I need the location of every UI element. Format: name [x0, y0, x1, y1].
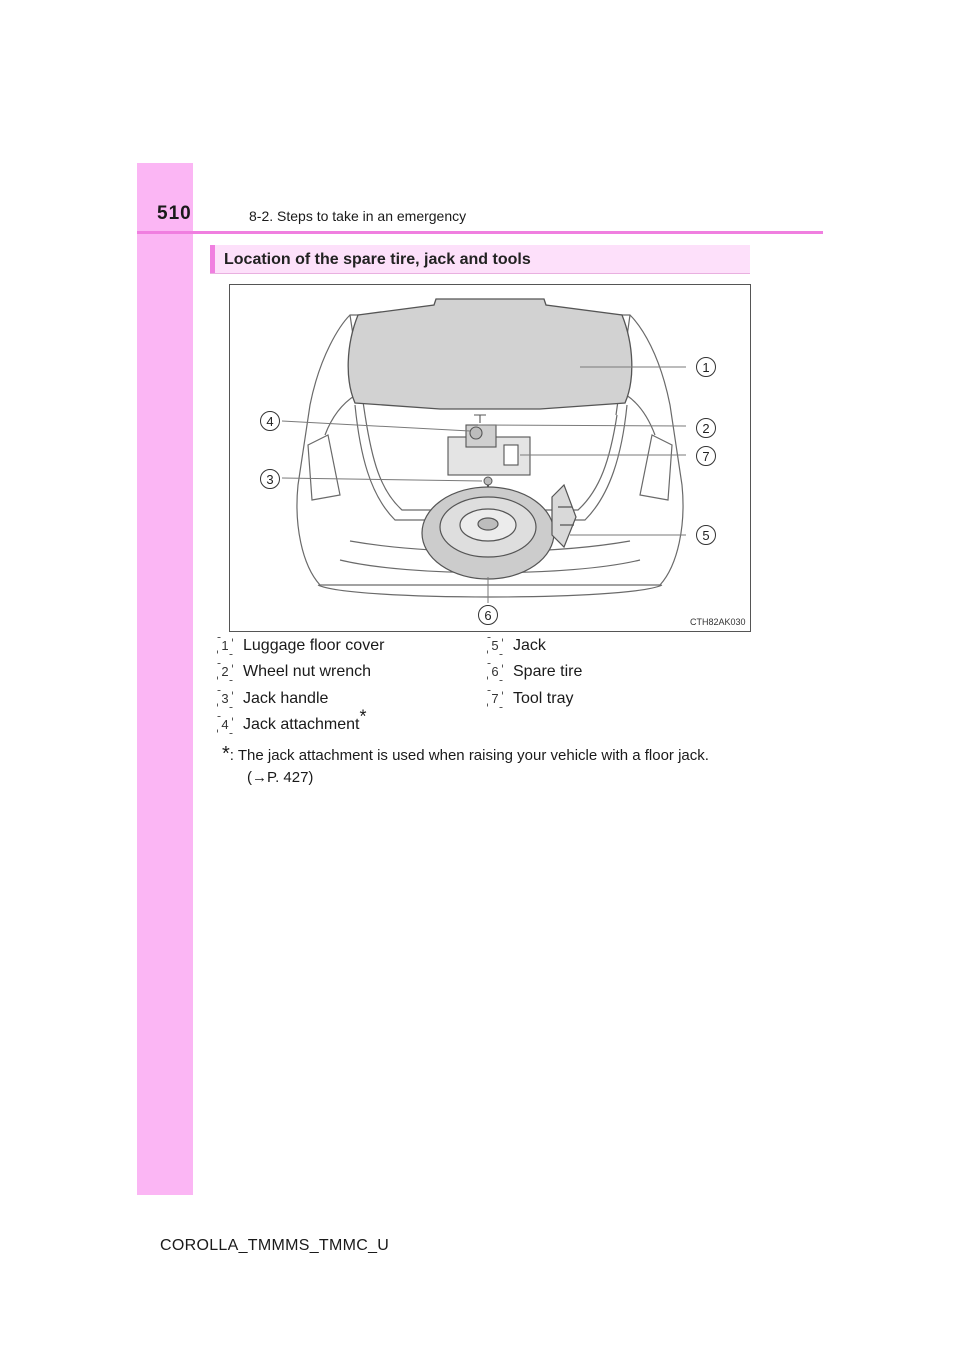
- legend-number-badge: 5: [487, 637, 503, 655]
- legend-number-badge: 7: [487, 690, 503, 708]
- footnote: [222, 745, 762, 789]
- figure-code: CTH82AK030: [690, 617, 746, 627]
- callout-7: 7: [696, 446, 716, 466]
- legend-label: Wheel nut wrench: [243, 663, 372, 680]
- callout-2: 2: [696, 418, 716, 438]
- footnote-asterisk: *: [222, 743, 230, 765]
- legend-label: Jack handle: [243, 690, 329, 707]
- legend-label: Tool tray: [513, 690, 574, 707]
- header-rule: [137, 231, 823, 234]
- legend-number-badge: 3: [217, 690, 233, 708]
- callout-1: 1: [696, 357, 716, 377]
- car-trunk-drawing: [230, 285, 750, 631]
- legend-label: Spare tire: [513, 663, 583, 680]
- page-reference-link[interactable]: (→P. 427): [247, 769, 314, 786]
- callout-3: 3: [260, 469, 280, 489]
- legend-number-badge: 2: [217, 663, 233, 681]
- section-title: 8-2. Steps to take in an emergency: [249, 208, 467, 224]
- legend-number-badge: 4: [217, 716, 233, 734]
- callout-5: 5: [696, 525, 716, 545]
- legend-number-badge: 1: [217, 637, 233, 655]
- document-id: COROLLA_TMMMS_TMMC_U: [160, 1237, 390, 1254]
- section-heading: Location of the spare tire, jack and tools: [224, 251, 531, 268]
- footnote-text: : The jack attachment is used when raising your vehicle with a floor jack.: [229, 747, 709, 764]
- asterisk-mark: *: [359, 706, 367, 727]
- legend-label: Jack: [513, 637, 546, 654]
- callout-4: 4: [260, 411, 280, 431]
- legend-number-badge: 6: [487, 663, 503, 681]
- legend-label: Luggage floor cover: [243, 637, 385, 654]
- trunk-illustration: [229, 284, 751, 632]
- legend-label: Jack attachment*: [243, 706, 367, 733]
- callout-6: 6: [478, 605, 498, 625]
- side-tab-band: [137, 163, 193, 1195]
- page-number: 510: [157, 203, 192, 224]
